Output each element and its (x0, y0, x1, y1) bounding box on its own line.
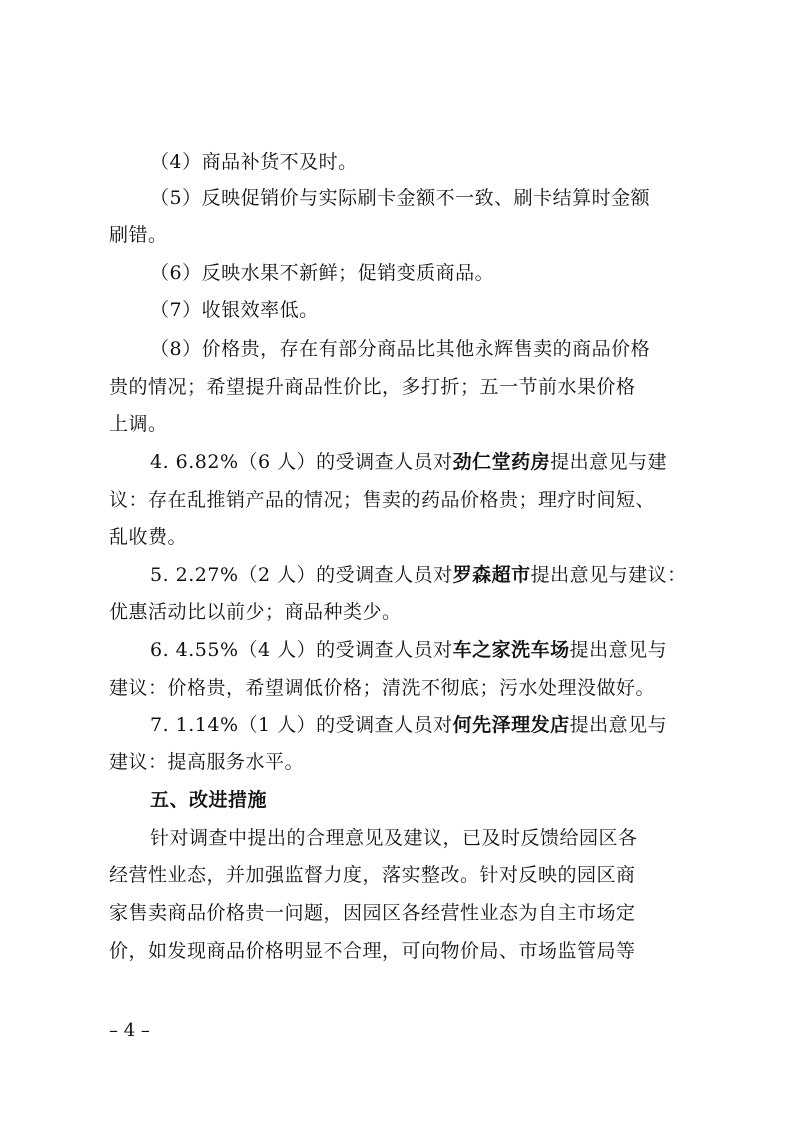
paragraph-line: 上调。 (109, 413, 168, 435)
item-prefix: 4. 6.82%（6 人）的受调查人员对 (150, 451, 453, 473)
survey-item-line (150, 638, 667, 662)
merchant-name: 何先泽理发店 (452, 714, 570, 736)
paragraph-line: 优惠活动比以前少；商品种类少。 (109, 601, 402, 623)
paragraph-line: 价，如发现商品价格明显不合理，可向物价局、市场监管局等 (109, 940, 636, 962)
item-prefix: 7. 1.14%（1 人）的受调查人员对 (150, 714, 453, 736)
paragraph-line: 建议：价格贵，希望调低价格；清洗不彻底；污水处理没做好。 (109, 677, 656, 699)
page-number: – 4 – (109, 1020, 150, 1041)
item-suffix: 提出意见与建 (550, 451, 668, 473)
merchant-name: 罗森超市 (452, 564, 531, 586)
paragraph-line: 针对调查中提出的合理意见及建议，已及时反馈给园区各 (150, 827, 638, 849)
paragraph-line: 议：存在乱推销产品的情况；售卖的药品价格贵；理疗时间短、 (109, 489, 656, 511)
paragraph-line: （8）价格贵，存在有部分商品比其他永辉售卖的商品价格 (150, 338, 651, 360)
merchant-name: 车之家洗车场 (452, 639, 570, 661)
section-heading: 五、改进措施 (150, 789, 268, 811)
survey-item-line (150, 713, 667, 737)
paragraph-line: 家售卖商品价格贵一问题，因园区各经营性业态为自主市场定 (109, 902, 636, 924)
paragraph-line: （5）反映促销价与实际刷卡金额不一致、刷卡结算时金额 (150, 187, 651, 209)
paragraph-line: 刷错。 (109, 224, 168, 246)
merchant-name: 劲仁堂药房 (452, 451, 551, 473)
paragraph-line: （7）收银效率低。 (150, 299, 319, 321)
paragraph-line: 乱收费。 (109, 526, 188, 548)
paragraph-line: （6）反映水果不新鲜；促销变质商品。 (150, 262, 495, 284)
survey-item-line (150, 450, 667, 474)
item-suffix: 提出意见与 (569, 639, 668, 661)
paragraph-line: 经营性业态，并加强监督力度，落实整改。针对反映的园区商 (109, 864, 636, 886)
paragraph-line: （4）商品补货不及时。 (150, 151, 358, 173)
paragraph-line: 贵的情况；希望提升商品性价比，多打折；五一节前水果价格 (109, 376, 636, 398)
item-suffix: 提出意见与 (569, 714, 668, 736)
paragraph-line: 建议：提高服务水平。 (109, 751, 305, 773)
survey-item-line (150, 563, 687, 587)
item-suffix: 提出意见与建议： (530, 564, 687, 586)
item-prefix: 6. 4.55%（4 人）的受调查人员对 (150, 639, 453, 661)
item-prefix: 5. 2.27%（2 人）的受调查人员对 (150, 564, 453, 586)
